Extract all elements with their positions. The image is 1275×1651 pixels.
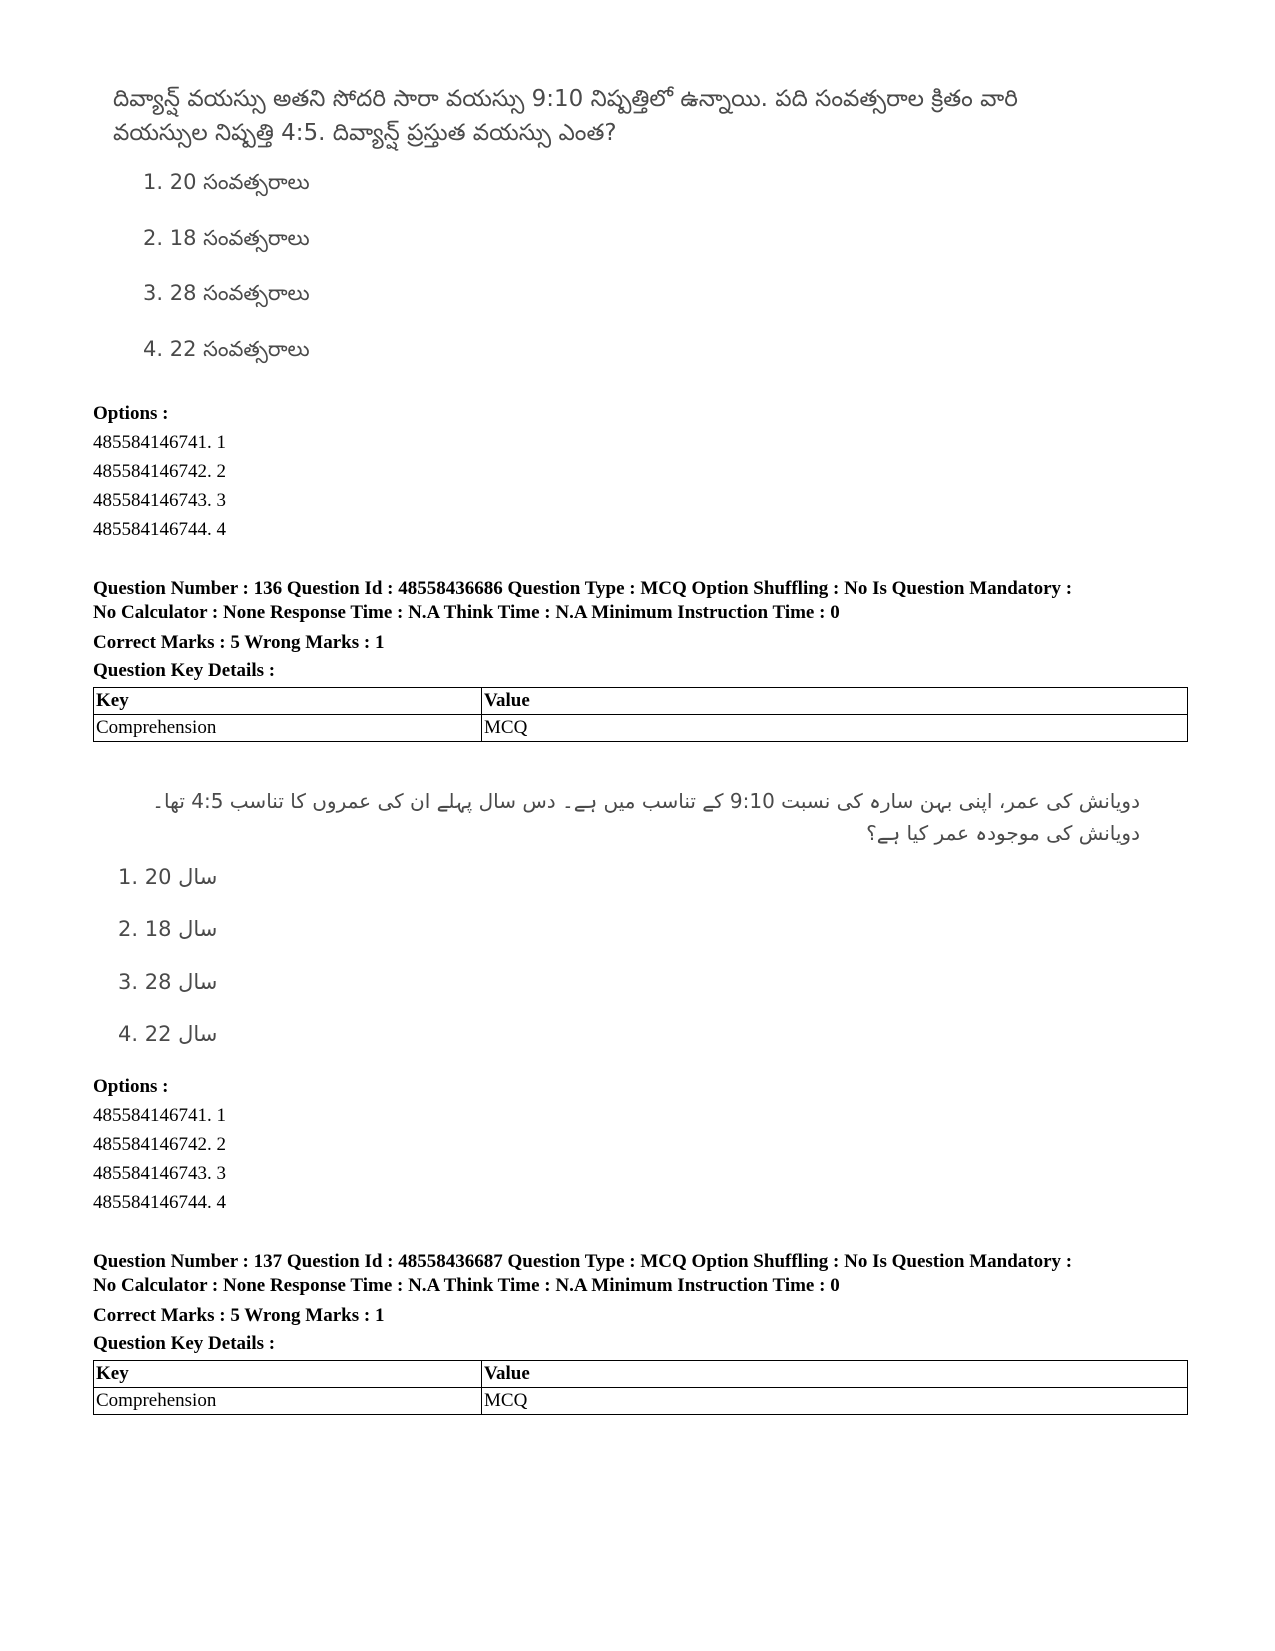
option-row: 485584146744. 4: [93, 519, 226, 540]
table-cell-value: MCQ: [482, 1388, 1188, 1415]
question-136-key-details-label: Question Key Details :: [93, 660, 276, 681]
table-cell-value: MCQ: [482, 715, 1188, 742]
question-137-meta-line-2: No Calculator : None Response Time : N.A Think Time : N.A Minimum Instruction Time : 0: [93, 1275, 840, 1296]
question-135-options: [93, 400, 226, 544]
question-136-image: [110, 785, 1140, 1055]
table-header-key: Key: [94, 1361, 482, 1388]
question-136-stem: دویانش کی عمر، اپنی بہن سارہ کی نسبت 9:10 کے تناسب میں ہے۔ دس سال پہلے ان کی عمروں کا تناسب 4:5 تھا۔ دویانش کی موجودہ عمر کیا ہے؟: [152, 789, 1140, 845]
options-label: Options :: [93, 403, 169, 424]
table-row: [94, 1388, 1188, 1415]
option-row: 485584146744. 4: [93, 1192, 226, 1213]
table-cell-key: Comprehension: [94, 1388, 482, 1415]
option-row: 485584146743. 3: [93, 1163, 226, 1184]
question-137-header: [93, 1250, 1213, 1415]
table-header-row: [94, 688, 1188, 715]
question-136-header: [93, 577, 1213, 742]
option-row: 485584146741. 1: [93, 432, 226, 453]
question-136-choice-1: 1. 20 سال: [118, 865, 218, 889]
option-row: 485584146741. 1: [93, 1105, 226, 1126]
table-header-key: Key: [94, 688, 482, 715]
question-135-image: [113, 82, 1113, 382]
options-label: Options :: [93, 1076, 169, 1097]
question-136-choice-3: 3. 28 سال: [118, 970, 218, 994]
table-header-row: [94, 1361, 1188, 1388]
question-137-meta-line-1: Question Number : 137 Question Id : 48558436687 Question Type : MCQ Option Shuffling : No Is Question Mandatory :: [93, 1251, 1073, 1272]
question-135-choice-4: 4. 22 సంవత్సరాలు: [143, 337, 310, 361]
question-135-stem: దివ్యాన్ష్ వయస్సు అతని సోదరి సారా వయస్సు 9:10 నిష్పత్తిలో ఉన్నాయి. పది సంవత్సరాల క్రితం వారి వయస్సుల నిష్పత్తి 4:5. దివ్యాన్ష్ ప్రస్తుత వయస్సు ఎంత?: [113, 86, 1018, 146]
question-136-options: [93, 1073, 226, 1217]
table-header-value: Value: [482, 1361, 1188, 1388]
option-row: 485584146743. 3: [93, 490, 226, 511]
question-136-choice-2: 2. 18 سال: [118, 917, 218, 941]
question-136-key-table: [93, 687, 1188, 742]
question-135-choice-2: 2. 18 సంవత్సరాలు: [143, 226, 310, 250]
question-136-meta-line-1: Question Number : 136 Question Id : 48558436686 Question Type : MCQ Option Shuffling : No Is Question Mandatory :: [93, 578, 1073, 599]
question-135-choice-3: 3. 28 సంవత్సరాలు: [143, 281, 310, 305]
question-137-key-details-label: Question Key Details :: [93, 1333, 276, 1354]
question-136-meta-line-2: No Calculator : None Response Time : N.A Think Time : N.A Minimum Instruction Time : 0: [93, 602, 840, 623]
question-137-key-table: [93, 1360, 1188, 1415]
question-135-choice-1: 1. 20 సంవత్సరాలు: [143, 170, 310, 194]
table-header-value: Value: [482, 688, 1188, 715]
option-row: 485584146742. 2: [93, 1134, 226, 1155]
question-137-marks: Correct Marks : 5 Wrong Marks : 1: [93, 1305, 385, 1326]
table-row: [94, 715, 1188, 742]
question-136-choice-4: 4. 22 سال: [118, 1022, 218, 1046]
question-136-marks: Correct Marks : 5 Wrong Marks : 1: [93, 632, 385, 653]
option-row: 485584146742. 2: [93, 461, 226, 482]
table-cell-key: Comprehension: [94, 715, 482, 742]
